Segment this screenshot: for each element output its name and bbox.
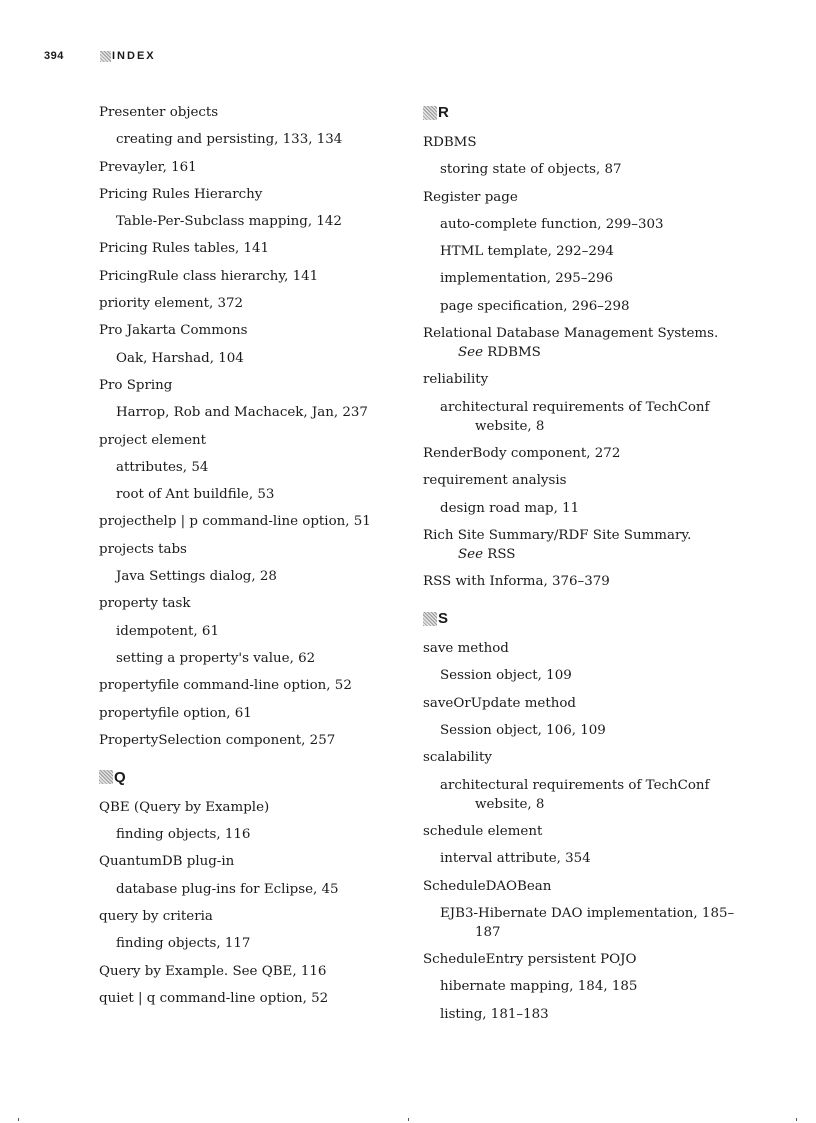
index-entry (423, 694, 743, 713)
index-subentry (99, 825, 419, 844)
entry-text: QuantumDB plug-in (99, 854, 235, 870)
entry-text: RSS with Informa, 376–379 (423, 574, 610, 590)
index-entry (99, 267, 419, 286)
index-subentry (99, 349, 419, 368)
entry-text: property task (99, 596, 191, 612)
entry-text: Session object, 109 (440, 668, 572, 684)
entry-text: finding objects, 116 (116, 827, 251, 843)
entry-text: reliability (423, 372, 489, 388)
index-subentry (423, 776, 743, 814)
index-entry (99, 540, 419, 559)
index-entry (99, 676, 419, 695)
section-letter-heading (423, 103, 743, 122)
hatch-mark-icon (423, 612, 437, 626)
entry-text: attributes, 54 (116, 459, 209, 475)
index-entry (423, 572, 743, 591)
index-subentry (423, 904, 743, 942)
entry-text: Java Settings dialog, 28 (116, 569, 277, 585)
index-subentry (99, 458, 419, 477)
entry-text: PropertySelection component, 257 (99, 732, 336, 748)
entry-text: root of Ant buildfile, 53 (116, 487, 275, 503)
entry-text: Pricing Rules Hierarchy (99, 186, 263, 202)
page-number: 394 (44, 50, 64, 62)
index-column-right (423, 103, 743, 1032)
index-subentry (99, 622, 419, 641)
index-entry (99, 294, 419, 313)
entry-text: EJB3-Hibernate DAO implementation, 185–187 (440, 905, 735, 940)
index-entry (423, 133, 743, 152)
section-letter: S (438, 610, 449, 628)
entry-text: quiet | q command-line option, 52 (99, 990, 329, 1006)
entry-text: QBE (Query by Example) (99, 799, 270, 815)
entry-text: ScheduleDAOBean (423, 878, 552, 894)
entry-text: page specification, 296–298 (440, 298, 630, 314)
see-reference: See (458, 345, 484, 361)
index-entry (99, 103, 419, 122)
entry-text: auto-complete function, 299–303 (440, 216, 664, 232)
index-subentry (99, 934, 419, 953)
index-entry (423, 822, 743, 841)
index-entry (99, 512, 419, 531)
entry-text: RDBMS (423, 135, 477, 150)
entry-text: Harrop, Rob and Machacek, Jan, 237 (116, 405, 368, 421)
index-entry (99, 704, 419, 723)
entry-text: Session object, 106, 109 (440, 723, 606, 739)
index-subentry (423, 849, 743, 868)
entry-text: projects tabs (99, 541, 187, 557)
index-subentry (99, 212, 419, 231)
entry-text: database plug-ins for Eclipse, 45 (116, 881, 339, 897)
see-reference: See (458, 546, 484, 562)
index-entry (423, 370, 743, 389)
running-head-text: INDEX (112, 50, 156, 62)
see-target: RDBMS (483, 345, 541, 361)
index-entry (99, 158, 419, 177)
index-entry (423, 748, 743, 767)
index-subentry (423, 242, 743, 261)
index-subentry (423, 499, 743, 518)
entry-text: Table-Per-Subclass mapping, 142 (116, 214, 342, 230)
entry-text: Relational Database Management Systems. (423, 326, 719, 342)
entry-text: storing state of objects, 87 (440, 162, 622, 178)
index-subentry (99, 567, 419, 586)
index-subentry (423, 721, 743, 740)
entry-text: query by criteria (99, 909, 213, 925)
hatch-mark-icon (423, 106, 437, 120)
index-subentry (423, 666, 743, 685)
entry-text: scalability (423, 750, 492, 766)
index-subentry (99, 880, 419, 899)
index-entry (99, 431, 419, 450)
entry-text: Presenter objects (99, 105, 219, 120)
entry-text: HTML template, 292–294 (440, 244, 614, 260)
index-subentry (423, 398, 743, 436)
entry-text: projecthelp | p command-line option, 51 (99, 514, 371, 530)
entry-text: listing, 181–183 (440, 1006, 549, 1022)
crop-mark (408, 1118, 409, 1121)
index-entry (423, 444, 743, 463)
index-entry (423, 526, 743, 564)
entry-text: idempotent, 61 (116, 623, 219, 639)
page-header (44, 50, 156, 62)
entry-text: Oak, Harshad, 104 (116, 350, 244, 366)
crop-mark (18, 1118, 19, 1121)
entry-text: Query by Example. See QBE, 116 (99, 963, 327, 979)
index-entry (99, 989, 419, 1008)
index-entry (99, 731, 419, 750)
hatch-mark-icon (100, 51, 111, 62)
index-entry (99, 594, 419, 613)
entry-text: architectural requirements of TechConf website, 8 (440, 777, 710, 812)
index-subentry (423, 1005, 743, 1024)
section-letter-heading (99, 768, 419, 787)
index-entry (423, 950, 743, 969)
index-entry (99, 185, 419, 204)
entry-text: creating and persisting, 133, 134 (116, 132, 343, 148)
index-entry (423, 639, 743, 658)
index-subentry (99, 403, 419, 422)
entry-text: hibernate mapping, 184, 185 (440, 979, 638, 995)
entry-text: ScheduleEntry persistent POJO (423, 952, 637, 968)
index-column-left (99, 103, 419, 1016)
index-entry (99, 321, 419, 340)
entry-text: Rich Site Summary/RDF Site Summary. (423, 527, 692, 543)
index-subentry (99, 485, 419, 504)
running-head (100, 50, 156, 62)
entry-text: schedule element (423, 823, 543, 839)
index-subentry (423, 215, 743, 234)
entry-text: project element (99, 432, 207, 448)
index-entry (99, 962, 419, 981)
entry-text: setting a property's value, 62 (116, 650, 316, 666)
entry-text: Pro Spring (99, 377, 173, 393)
entry-text: RenderBody component, 272 (423, 445, 621, 461)
entry-text: Register page (423, 189, 518, 205)
crop-mark (796, 1118, 797, 1121)
index-entry (423, 877, 743, 896)
index-subentry (423, 977, 743, 996)
entry-text: save method (423, 641, 509, 657)
entry-text: Pricing Rules tables, 141 (99, 241, 270, 257)
hatch-mark-icon (99, 770, 113, 784)
index-entry (423, 471, 743, 490)
index-entry (99, 239, 419, 258)
entry-text: design road map, 11 (440, 500, 580, 516)
index-entry (99, 376, 419, 395)
entry-text: interval attribute, 354 (440, 851, 591, 867)
index-subentry (99, 649, 419, 668)
section-letter: R (438, 104, 449, 121)
index-subentry (423, 297, 743, 316)
section-letter: Q (114, 768, 126, 786)
index-entry (99, 798, 419, 817)
entry-text: saveOrUpdate method (423, 695, 576, 711)
entry-text: propertyfile command-line option, 52 (99, 678, 352, 694)
index-subentry (423, 160, 743, 179)
entry-text: implementation, 295–296 (440, 271, 614, 287)
entry-text: requirement analysis (423, 473, 567, 489)
index-entry (423, 324, 743, 362)
entry-text: finding objects, 117 (116, 936, 251, 952)
index-entry (99, 852, 419, 871)
index-entry (423, 188, 743, 207)
entry-text: PricingRule class hierarchy, 141 (99, 268, 319, 284)
entry-text: Prevayler, 161 (99, 159, 197, 175)
see-target: RSS (483, 546, 516, 562)
entry-text: Pro Jakarta Commons (99, 323, 248, 339)
index-subentry (99, 130, 419, 149)
entry-text: priority element, 372 (99, 296, 244, 312)
section-letter-heading (423, 609, 743, 628)
entry-text: architectural requirements of TechConf website, 8 (440, 399, 710, 434)
entry-text: propertyfile option, 61 (99, 705, 252, 721)
index-entry (99, 907, 419, 926)
index-subentry (423, 269, 743, 288)
